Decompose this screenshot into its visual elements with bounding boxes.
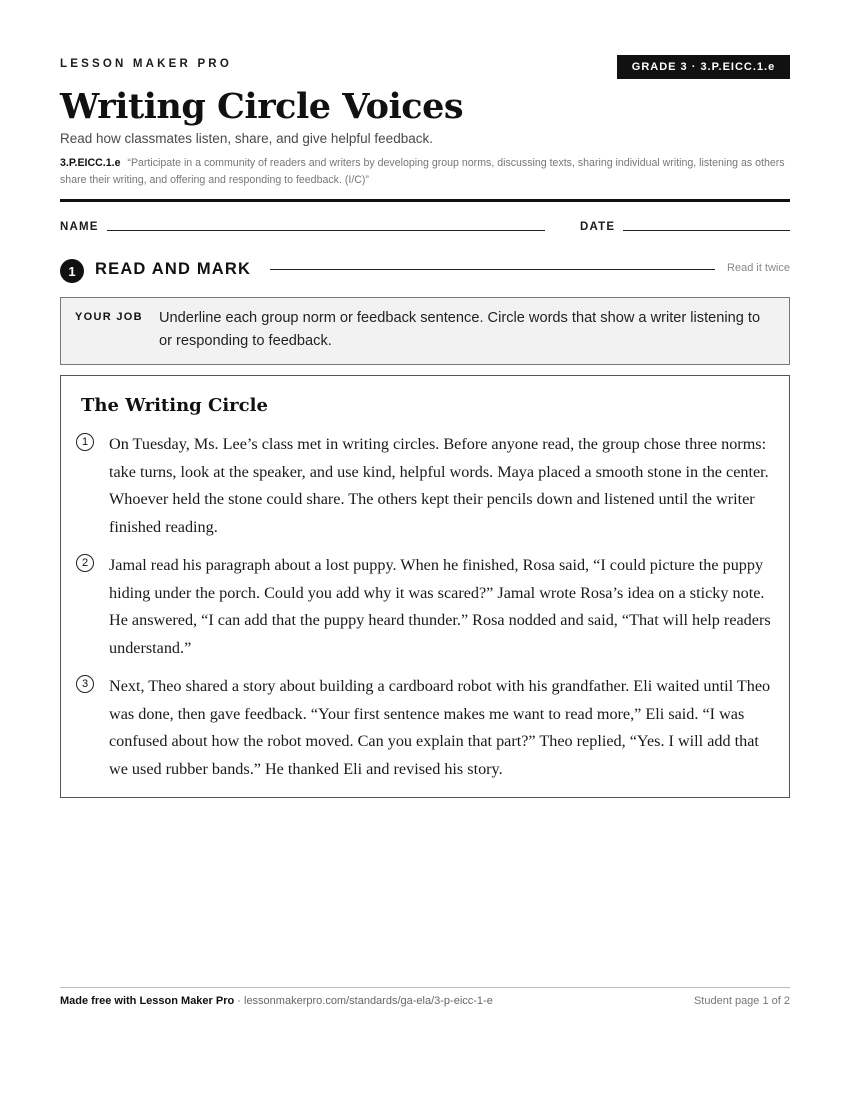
reading-passage — [60, 375, 790, 798]
name-field[interactable] — [107, 230, 545, 231]
instructions-label: YOUR JOB — [75, 311, 143, 323]
brand-name: LESSON MAKER PRO — [60, 58, 232, 70]
footer-credit — [60, 995, 493, 1007]
name-label: NAME — [60, 221, 99, 233]
paragraph-number: 1 — [76, 433, 94, 451]
standard-statement — [60, 155, 790, 189]
instructions-text: Underline each group norm or feedback sentence. Circle words that show a writer listening to or responding to feedback. — [159, 310, 761, 349]
footer-url-link[interactable]: lessonmakerpro.com/standards/ga-ela/3-p-eicc-1-e — [244, 995, 493, 1007]
standard-text: “Participate in a community of readers and writers by developing group norms, discussing texts, sharing individual writing, listening as others share their writing, and offering and responding to feedback. (I/C)” — [60, 157, 785, 186]
paragraph-text: Jamal read his paragraph about a lost puppy. When he finished, Rosa said, “I could picture the puppy hiding under the porch. Could you add why it was scared?” Jamal wrote Rosa’s idea on a sticky note. He answered, “I can add that the puppy heard thunder.” Rosa nodded and said, “That will help readers understand.” — [109, 556, 771, 657]
header-divider — [60, 199, 790, 202]
standard-code: 3.P.EICC.1.e — [60, 157, 121, 169]
page-subtitle: Read how classmates listen, share, and give helpful feedback. — [60, 131, 433, 146]
date-field[interactable] — [623, 230, 790, 231]
paragraph-number: 2 — [76, 554, 94, 572]
paragraph-text: On Tuesday, Ms. Lee’s class met in writing circles. Before anyone read, the group chose three norms: take turns, look at the speaker, and use kind, helpful words. Maya placed a smooth stone in the center. Whoever held the stone could share. The others kept their pencils down and listened until the writer finished reading. — [109, 435, 769, 536]
section-divider — [270, 269, 715, 270]
grade-badge: GRADE 3 · 3.P.EICC.1.e — [617, 55, 790, 79]
page-title: Writing Circle Voices — [60, 86, 464, 127]
paragraph-text: Next, Theo shared a story about building a cardboard robot with his grandfather. Eli waited until Theo was done, then gave feedback. “Your first sentence makes me want to read more,” Eli said. “I was confused about how the robot moved. Can you explain that part?” Theo replied, “Yes. I will add that we used rubber bands.” He thanked Eli and revised his story. — [109, 677, 771, 778]
section-note: Read it twice — [727, 262, 790, 274]
instructions-box — [60, 297, 790, 365]
worksheet-page — [60, 0, 790, 1100]
paragraph-number: 3 — [76, 675, 94, 693]
section-title: READ AND MARK — [95, 260, 252, 278]
page-indicator: Student page 1 of 2 — [693, 995, 790, 1007]
passage-title: The Writing Circle — [81, 395, 268, 416]
footer-made-with: Made free with Lesson Maker Pro — [60, 995, 235, 1007]
date-label: DATE — [580, 221, 616, 233]
footer-divider — [60, 987, 790, 988]
footer-separator: · — [234, 995, 244, 1007]
section-number-badge: 1 — [60, 259, 84, 283]
